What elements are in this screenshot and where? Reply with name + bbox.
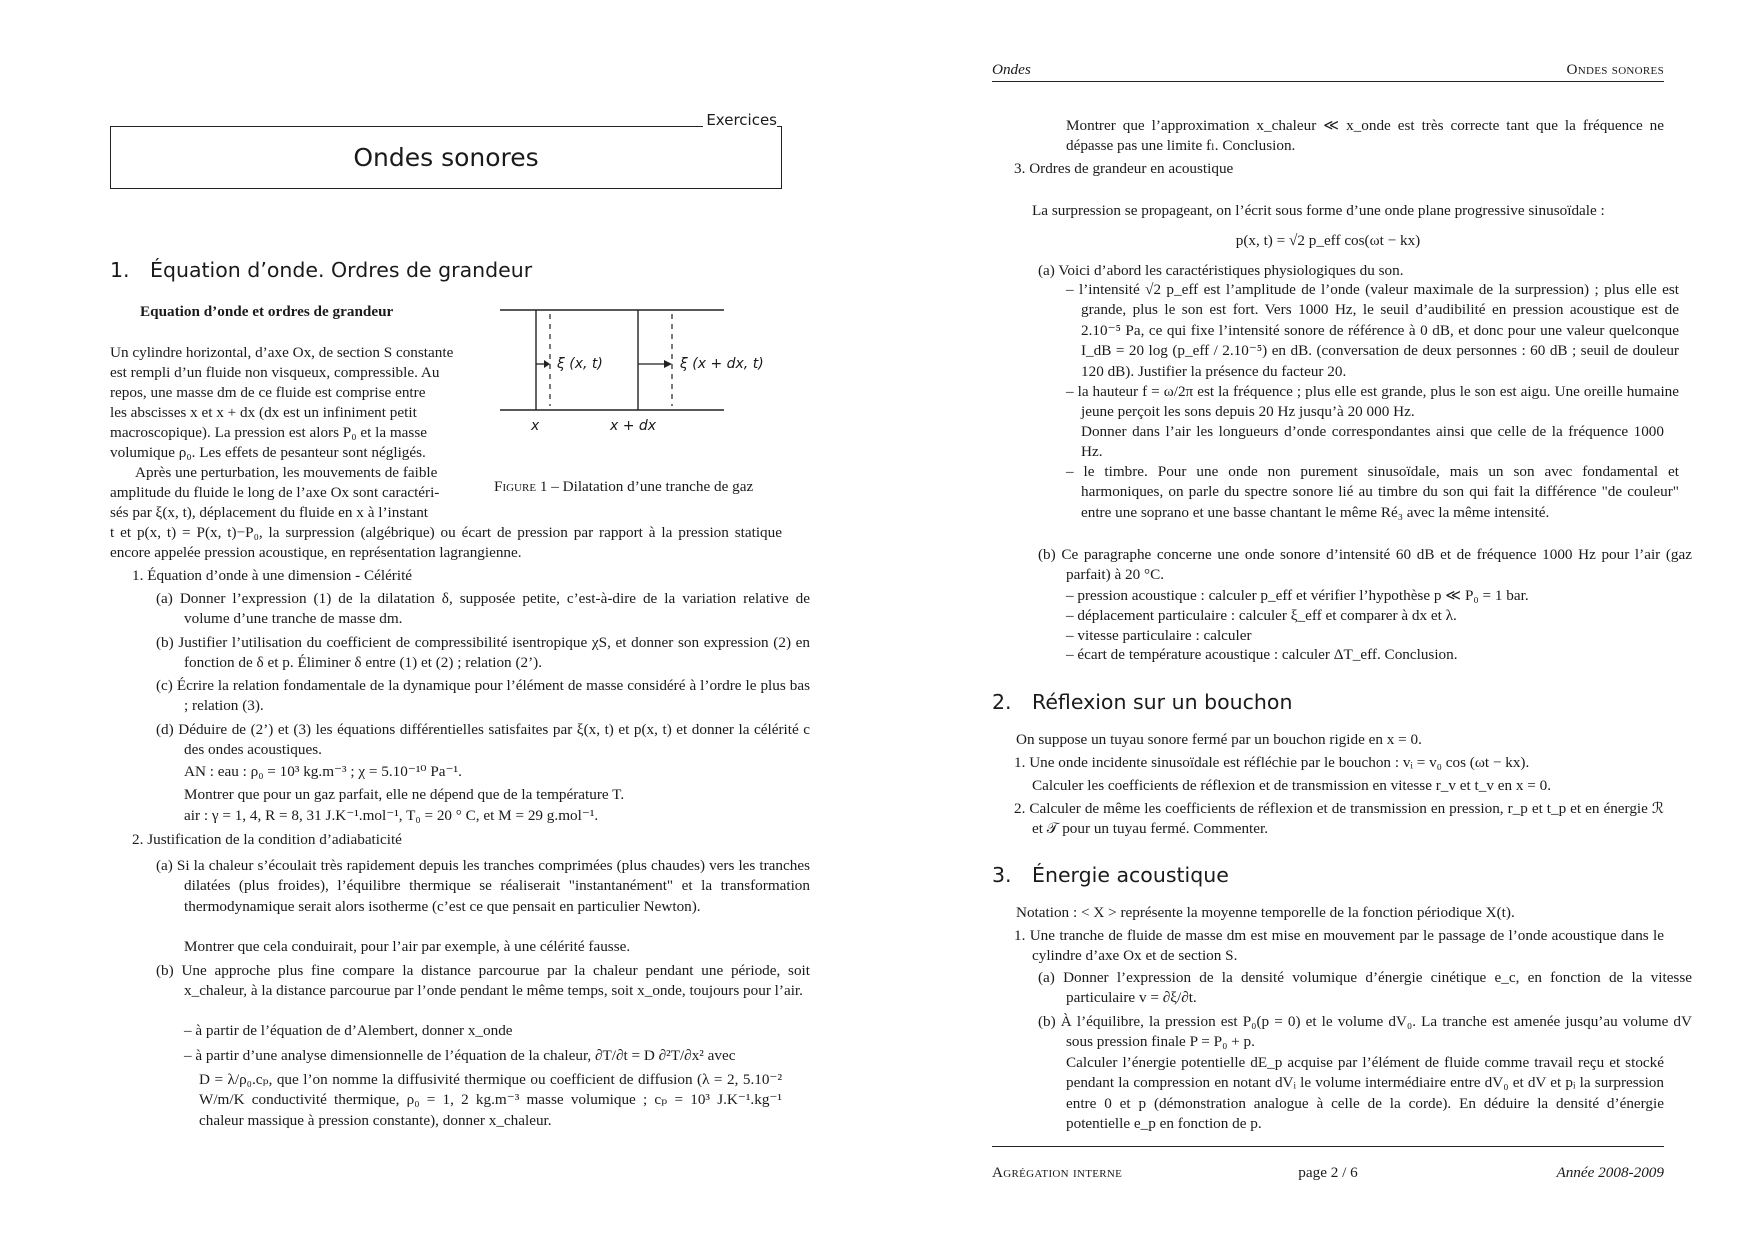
s2-q1: 1. Une onde incidente sinusoïdale est réfléchie par le bouchon : vᵢ = v₀ cos (ωt − kx). <box>1014 754 1530 771</box>
intro-line: sés par ξ(x, t), déplacement du fluide en x à l’instant <box>110 504 429 521</box>
q3a-intensity: – l’intensité √2 p_eff est l’amplitude de l’onde (valeur maximale de la surpression) ; plus elle est grande, plus le son est fort. Vers 1000 Hz, le seuil d’audibilité en pression acoustique est de 2.10⁻⁵ Pa, ce qui fixe l’intensité sonore de référence à 0 dB, et donc pour une valeur quelconque I_dB = 20 log (p_eff / 2.10⁻⁵) en dB. (conversation de deux personnes : 60 dB ; seuil de douleur 120 dB). Justifier la présence du facteur 20. <box>1066 281 1679 380</box>
q3-title: 3. Ordres de grandeur en acoustique <box>1014 160 1234 177</box>
intro-paragraph: t et p(x, t) = P(x, t)−P₀, la surpression (algébrique) ou écart de pression par rapport à la pression statique encore appelée pression acoustique, en représentation lagrangienne. <box>110 524 782 562</box>
running-header-right: Ondes sonores <box>1566 61 1664 78</box>
intro-line: Après une perturbation, les mouvements de faible <box>135 464 438 481</box>
section-number: 2. <box>992 690 1012 714</box>
q3b-dash-3: – vitesse particulaire : calculer <box>1066 627 1252 644</box>
q2b-continued: Montrer que l’approximation x_chaleur ≪ x_onde est très correcte tant que la fréquence ne dépasse pas une limite fₗ. Conclusion. <box>1066 117 1664 155</box>
s2-intro: On suppose un tuyau sonore fermé par un bouchon rigide en x = 0. <box>1016 731 1422 748</box>
q1a: (a) Donner l’expression (1) de la dilatation δ, supposée petite, c’est-à-dire de la variation relative de volume d’une tranche de masse dm. <box>156 590 810 628</box>
figure-label-xi1: ξ (x, t) <box>557 356 603 372</box>
q3-intro: La surpression se propageant, on l’écrit sous forme d’une onde plane progressive sinusoïdale : <box>1032 202 1605 219</box>
s3-q1a: (a) Donner l’expression de la densité volumique d’énergie cinétique e_c, en fonction de la vitesse particulaire v = ∂ξ/∂t. <box>1038 969 1692 1007</box>
section-3-heading <box>992 863 1229 887</box>
title-box <box>110 111 782 189</box>
q2b-dash-2b: D = λ/ρ₀.cₚ, que l’on nomme la diffusivité thermique ou coefficient de diffusion (λ = 2, 5.10⁻² W/m/K conductivité thermique, ρ₀ = 1, 2 kg.m⁻³ masse volumique ; cₚ = 10³ J.K⁻¹.kg⁻¹ chaleur massique à pression constante), donner x_chaleur. <box>199 1071 782 1129</box>
intro-line: volumique ρ₀. Les effets de pesanteur sont négligés. <box>110 444 426 461</box>
q1-title: 1. Équation d’onde à une dimension - Célérité <box>132 567 413 584</box>
q3a-timbre: – le timbre. Pour une onde non purement sinusoïdale, mais un son avec fondamental et harmoniques, on parle du spectre sonore lié au timbre du son qui fait la différence "de couleur" entre une soprano et une basse chantant le même Ré₃ avec la même intensité. <box>1066 463 1679 521</box>
s2-q2: 2. Calculer de même les coefficients de réflexion et de transmission en pression, r_p et t_p et en énergie ℛ et 𝒯 pour un tuyau fermé. Commenter. <box>1014 800 1664 838</box>
q1d-air: air : γ = 1, 4, R = 8, 31 J.K⁻¹.mol⁻¹, T₀ = 20 ° C, et M = 29 g.mol⁻¹. <box>184 807 599 824</box>
s3-q1b: (b) À l’équilibre, la pression est P₀(p = 0) et le volume dV₀. La tranche est amenée jusqu’au volume dV sous pression finale P = P₀ + p. <box>1038 1013 1692 1051</box>
q2a: (a) Si la chaleur s’écoulait très rapidement depuis les tranches comprimées (plus chaudes) vers les tranches dilatées (plus froides), l’équilibre thermique se réaliserait "instantanément" et la transformation thermodynamique serait alors isotherme (c’est ce que pensait en particulier Newton). <box>156 857 810 915</box>
section-number: 3. <box>992 863 1012 887</box>
section-title: Équation d’onde. Ordres de grandeur <box>150 258 533 282</box>
s3-q1b-more: Calculer l’énergie potentielle dE_p acquise par l’élément de fluide comme travail reçu et stocké pendant la compression en notant dVᵢ le volume intermédiaire entre dV₀ et dV et pᵢ la surpression entre 0 et p (démonstration analogue à celle de la corde). En déduire la densité d’énergie potentielle e_p en fonction de p. <box>1066 1054 1664 1133</box>
figure-label-xi2: ξ (x + dx, t) <box>680 356 764 372</box>
figure-caption <box>494 477 784 497</box>
intro-line: Un cylindre horizontal, d’axe Ox, de section S constante <box>110 344 454 361</box>
exercise-tag: Exercices <box>703 111 777 129</box>
q2b: (b) Une approche plus fine compare la distance parcourue par la chaleur pendant une période, soit x_chaleur, à la distance parcourue par l’onde pendant le même temps, soit x_onde, toujours pour l’air. <box>156 962 810 1000</box>
footer-rule <box>992 1146 1664 1147</box>
figure-label-xdx: x + dx <box>610 418 657 434</box>
q3b-dash-2: – déplacement particulaire : calculer ξ_eff et comparer à dx et λ. <box>1066 607 1457 624</box>
q1d: (d) Déduire de (2’) et (3) les équations différentielles satisfaites par ξ(x, t) et p(x, t) et donner la célérité c des ondes acoustiques. <box>156 721 810 759</box>
running-header-left: Ondes <box>992 61 1031 78</box>
section-title: Réflexion sur un bouchon <box>1032 690 1293 714</box>
intro-line: macroscopique). La pression est alors P₀ et la masse <box>110 424 427 441</box>
q2-title: 2. Justification de la condition d’adiabaticité <box>132 831 402 848</box>
q3a: (a) Voici d’abord les caractéristiques physiologiques du son. <box>1038 262 1404 279</box>
section-1-heading <box>110 258 532 282</box>
intro-line: les abscisses x et x + dx (dx est un infiniment petit <box>110 404 417 421</box>
intro-line: est rempli d’un fluide non visqueux, compressible. Au <box>110 364 440 381</box>
q3b-dash-1: – pression acoustique : calculer p_eff et vérifier l’hypothèse p ≪ P₀ = 1 bar. <box>1066 587 1529 604</box>
q1d-an: AN : eau : ρ₀ = 10³ kg.m⁻³ ; χ = 5.10⁻¹⁰ Pa⁻¹. <box>184 763 462 780</box>
header-rule <box>992 81 1664 82</box>
footer-right: Année 2008-2009 <box>1556 1164 1664 1181</box>
section-title: Énergie acoustique <box>1032 863 1229 887</box>
q3-equation: p(x, t) = √2 p_eff cos(ωt − kx) <box>1235 232 1421 249</box>
intro-line: amplitude du fluide le long de l’axe Ox sont caractéri- <box>110 484 440 501</box>
figure-label-x: x <box>531 418 540 434</box>
q2b-dash-2a: – à partir d’une analyse dimensionnelle de l’équation de la chaleur, ∂T/∂t = D ∂²T/∂x² avec <box>184 1047 736 1064</box>
intro-line: repos, une masse dm de ce fluide est comprise entre <box>110 384 426 401</box>
q1d-gas: Montrer que pour un gaz parfait, elle ne dépend que de la température T. <box>184 786 625 803</box>
footer-left: Agrégation interne <box>992 1164 1123 1181</box>
q1b: (b) Justifier l’utilisation du coefficient de compressibilité isentropique χS, et donner son expression (2) en fonction de δ et p. Éliminer δ entre (1) et (2) ; relation (2’). <box>156 634 810 672</box>
q3b-dash-4: – écart de température acoustique : calculer ΔT_eff. Conclusion. <box>1066 646 1458 663</box>
q2a-more: Montrer que cela conduirait, pour l’air par exemple, à une célérité fausse. <box>184 938 631 955</box>
section-number: 1. <box>110 258 130 282</box>
section-2-heading <box>992 690 1292 714</box>
figure-caption-text: Dilatation d’une tranche de gaz <box>562 478 754 495</box>
page-number: page 2 / 6 <box>1298 1164 1358 1181</box>
q1c: (c) Écrire la relation fondamentale de la dynamique pour l’élément de masse considéré à l’ordre le plus bas ; relation (3). <box>156 677 810 715</box>
q2b-dash-1: – à partir de l’équation de d’Alembert, donner x_onde <box>184 1022 513 1039</box>
q3a-pitch: – la hauteur f = ω/2π est la fréquence ; plus elle est grande, plus le son est aigu. Une oreille humaine jeune perçoit les sons depuis 20 Hz jusqu’à 20 000 Hz. <box>1066 383 1679 421</box>
q3b: (b) Ce paragraphe concerne une onde sonore d’intensité 60 dB et de fréquence 1000 Hz pour l’air (gaz parfait) à 20 °C. <box>1038 546 1692 584</box>
figure-caption-prefix: Figure 1 – <box>494 478 559 495</box>
figure-arrowhead-1 <box>544 360 550 368</box>
s3-intro: Notation : < X > représente la moyenne temporelle de la fonction périodique X(t). <box>1016 904 1515 921</box>
figure-arrowhead-2 <box>664 360 672 368</box>
s2-q1b: Calculer les coefficients de réflexion et de transmission en vitesse r_v et t_v en x = 0. <box>1032 777 1552 794</box>
subheading: Equation d’onde et ordres de grandeur <box>140 303 394 320</box>
s3-q1: 1. Une tranche de fluide de masse dm est mise en mouvement par le passage de l’onde acoustique dans le cylindre d’axe Ox et de section S. <box>1014 927 1664 965</box>
page-title: Ondes sonores <box>353 143 539 172</box>
running-header <box>992 60 1664 80</box>
q3a-pitch-more: Donner dans l’air les longueurs d’onde correspondantes ainsi que celle de la fréquence 1000 Hz. <box>1081 423 1664 461</box>
